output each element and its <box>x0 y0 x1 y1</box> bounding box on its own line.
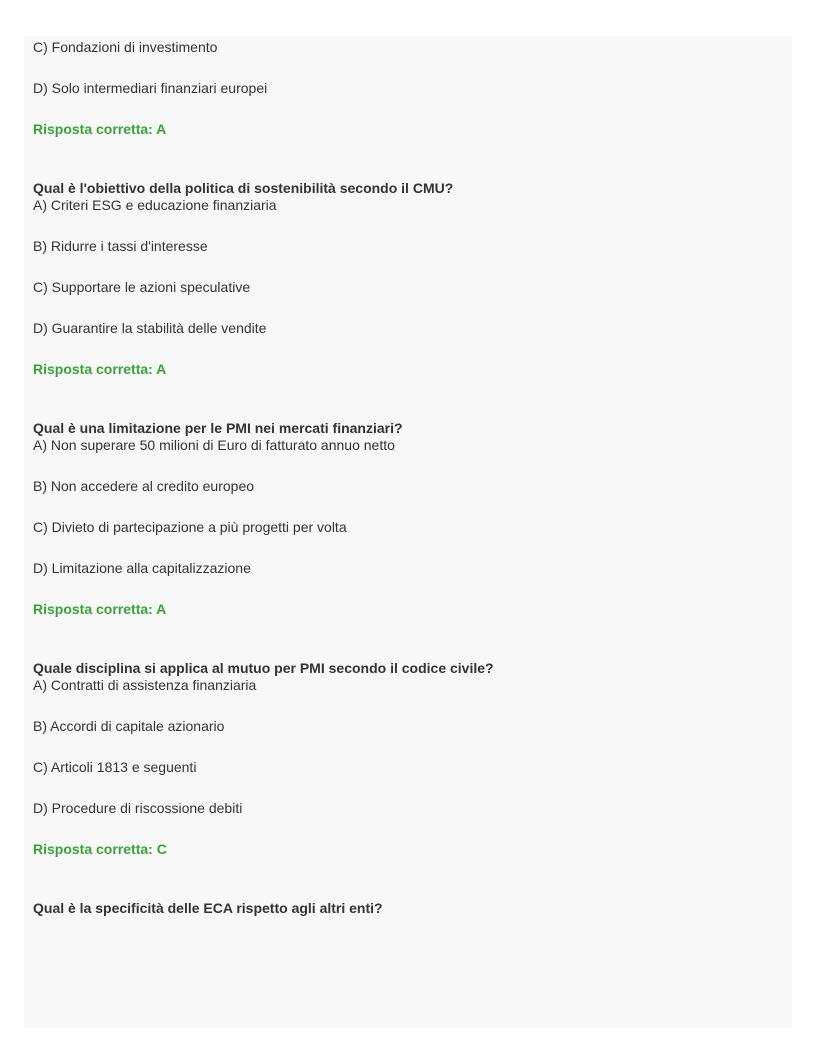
question-title: Quale disciplina si applica al mutuo per PMI secondo il codice civile? <box>33 660 494 676</box>
option-a: A) Non superare 50 milioni di Euro di fatturato annuo netto <box>33 437 395 453</box>
correct-answer: Risposta corretta: A <box>33 121 167 137</box>
option-a: A) Contratti di assistenza finanziaria <box>33 677 257 693</box>
question-mutuo-pmi <box>33 660 792 858</box>
option-b: B) Ridurre i tassi d'interesse <box>33 238 208 254</box>
correct-answer: Risposta corretta: A <box>33 361 167 377</box>
correct-answer: Risposta corretta: C <box>33 841 167 857</box>
option-d: D) Limitazione alla capitalizzazione <box>33 560 251 576</box>
option-d: D) Procedure di riscossione debiti <box>33 800 243 816</box>
option-a: A) Criteri ESG e educazione finanziaria <box>33 197 277 213</box>
option-d: D) Solo intermediari finanziari europei <box>33 80 268 96</box>
previous-question-tail <box>33 39 792 138</box>
question-sostenibilita <box>33 180 792 378</box>
option-c: C) Articoli 1813 e seguenti <box>33 759 197 775</box>
question-title: Qual è una limitazione per le PMI nei mercati finanziari? <box>33 420 403 436</box>
option-c: C) Divieto di partecipazione a più progetti per volta <box>33 519 347 535</box>
question-title: Qual è la specificità delle ECA rispetto agli altri enti? <box>33 900 383 916</box>
option-c: C) Fondazioni di investimento <box>33 39 218 55</box>
option-d: D) Guarantire la stabilità delle vendite <box>33 320 267 336</box>
quiz-panel <box>24 36 792 1028</box>
option-b: B) Non accedere al credito europeo <box>33 478 255 494</box>
question-title: Qual è l'obiettivo della politica di sostenibilità secondo il CMU? <box>33 180 454 196</box>
option-b: B) Accordi di capitale azionario <box>33 718 225 734</box>
correct-answer: Risposta corretta: A <box>33 601 167 617</box>
question-eca <box>33 900 792 917</box>
option-c: C) Supportare le azioni speculative <box>33 279 251 295</box>
question-limitazione-pmi <box>33 420 792 618</box>
